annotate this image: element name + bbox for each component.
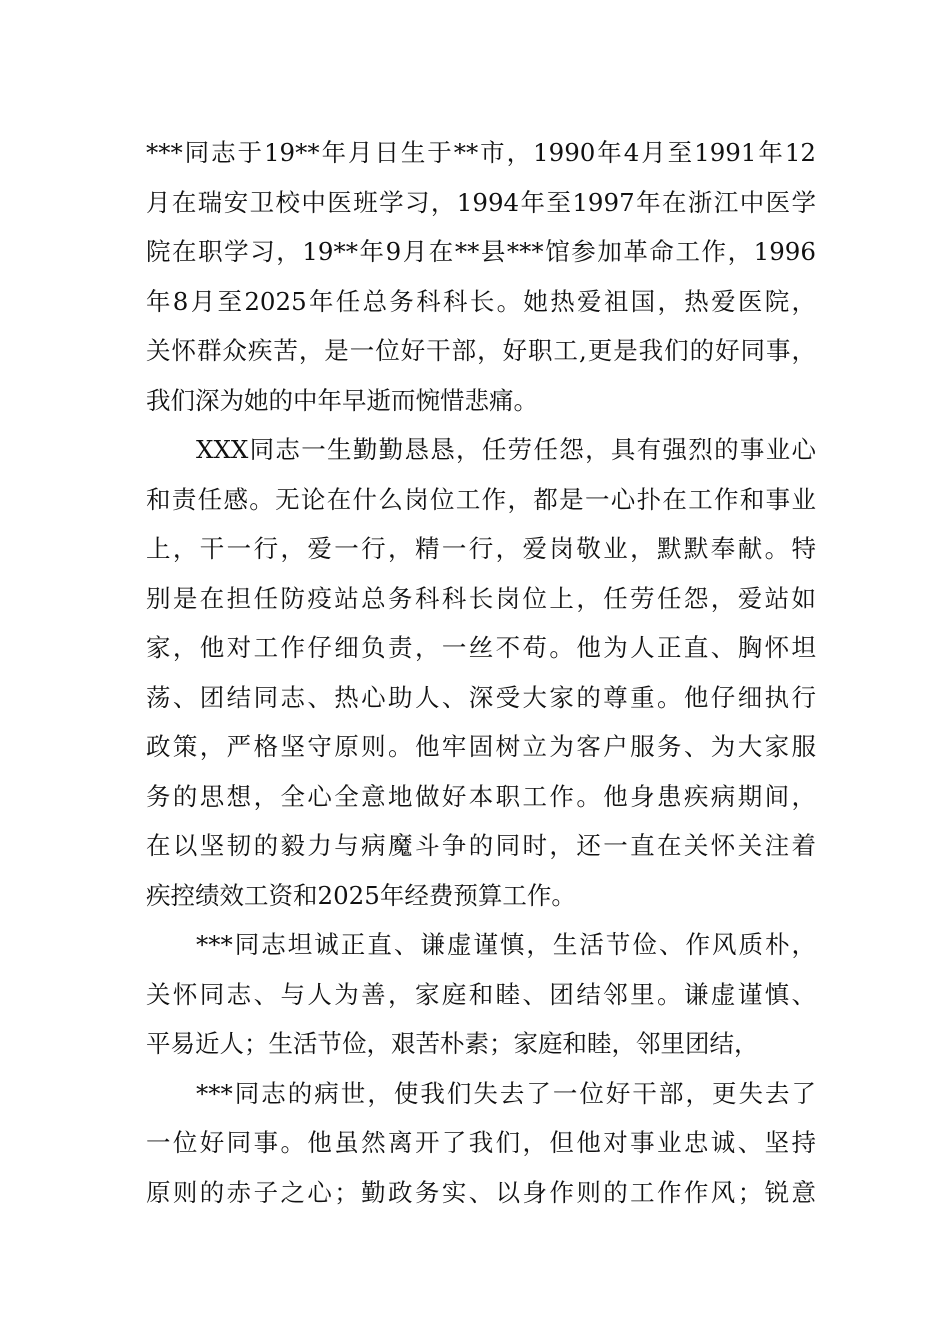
text-line: 务的思想，全心全意地做好本职工作。他身患疾病期间， bbox=[146, 781, 816, 811]
text-line: 家，他对工作仔细负责，一丝不苟。他为人正直、胸怀坦 bbox=[146, 633, 816, 662]
text-line: 政策，严格坚守原则。他牢固树立为客户服务、为大家服 bbox=[146, 732, 816, 761]
text-line: 平易近人；生活节俭，艰苦朴素；家庭和睦，邻里团结， bbox=[146, 1029, 759, 1058]
text-line: 在以坚韧的毅力与病魔斗争的同时，还一直在关怀关注着 bbox=[146, 831, 816, 860]
paragraph-3 bbox=[146, 920, 816, 1069]
text-line: ***同志的病世，使我们失去了一位好干部，更失去了 bbox=[196, 1078, 816, 1108]
text-line: 关怀群众疾苦，是一位好干部，好职工,更是我们的好同事， bbox=[146, 336, 816, 365]
text-line: 荡、团结同志、热心助人、深受大家的尊重。他仔细执行 bbox=[146, 682, 816, 712]
text-line: 院在职学习，19**年9月在**县***馆参加革命工作，1996 bbox=[146, 237, 816, 266]
text-line: 上，干一行，爱一行，精一行，爱岗敬业，默默奉献。特 bbox=[146, 534, 816, 563]
document-body bbox=[146, 128, 816, 1217]
text-line: 别是在担任防疫站总务科科长岗位上，任劳任怨，爱站如 bbox=[146, 583, 816, 613]
text-line: 疾控绩效工资和2025年经费预算工作。 bbox=[146, 880, 576, 910]
text-line: 月在瑞安卫校中医班学习，1994年至1997年在浙江中医学 bbox=[146, 187, 816, 217]
text-line: 关怀同志、与人为善，家庭和睦、团结邻里。谦虚谨慎、 bbox=[146, 979, 816, 1009]
paragraph-1 bbox=[146, 128, 816, 425]
text-line: XXX同志一生勤勤恳恳，任劳任怨，具有强烈的事业心 bbox=[196, 435, 816, 464]
text-line: ***同志坦诚正直、谦虚谨慎，生活节俭、作风质朴， bbox=[196, 930, 816, 959]
text-line: ***同志于19**年月日生于**市，1990年4月至1991年12 bbox=[146, 138, 816, 167]
paragraph-4 bbox=[146, 1069, 816, 1218]
text-line: 我们深为她的中年早逝而惋惜悲痛。 bbox=[146, 385, 538, 415]
text-line: 年8月至2025年任总务科科长。她热爱祖国，热爱医院， bbox=[146, 286, 816, 316]
paragraph-2 bbox=[146, 425, 816, 920]
text-line: 原则的赤子之心；勤政务实、以身作则的工作作风；锐意 bbox=[146, 1177, 816, 1207]
text-line: 和责任感。无论在什么岗位工作，都是一心扑在工作和事业 bbox=[146, 484, 816, 514]
text-line: 一位好同事。他虽然离开了我们，但他对事业忠诚、坚持 bbox=[146, 1128, 816, 1157]
